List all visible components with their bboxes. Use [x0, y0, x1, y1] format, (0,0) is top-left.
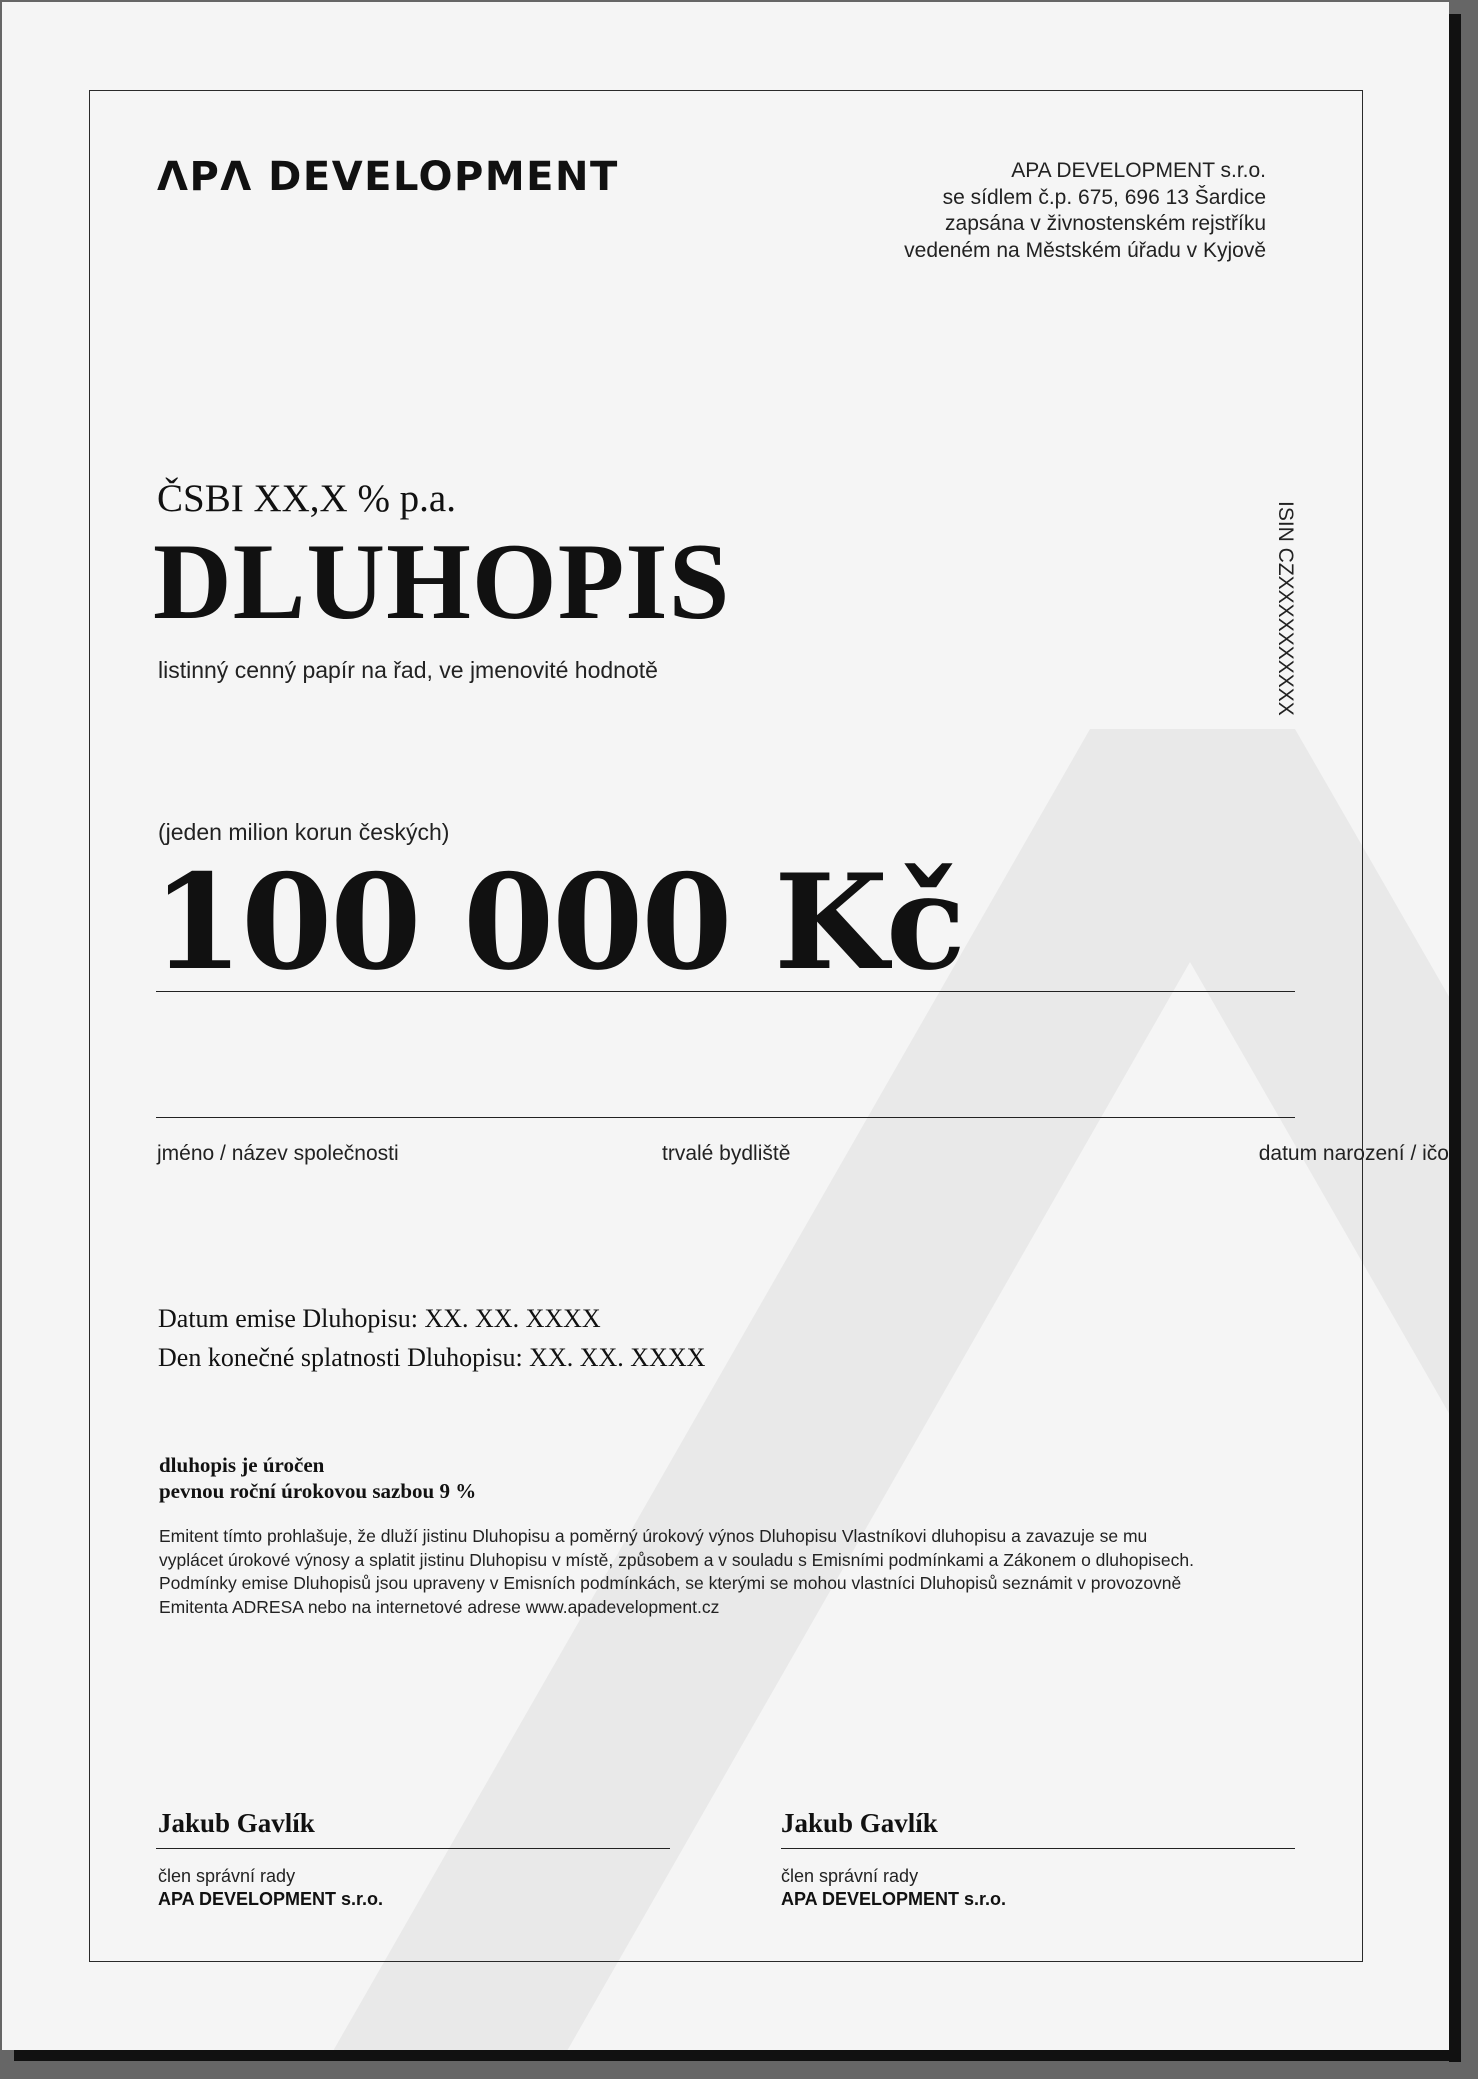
nominal-amount: 100 000 Kč — [152, 845, 964, 999]
page-shadow-right — [1449, 14, 1461, 2062]
company-logo — [157, 154, 619, 200]
signature-line-left[interactable] — [156, 1848, 670, 1849]
document-subtitle: listinný cenný papír na řad, ve jmenovité hodnotě — [158, 657, 658, 683]
certificate-border — [89, 90, 1363, 1962]
bond-dates — [158, 1299, 705, 1377]
declaration-line: Emitenta ADRESA nebo na internetové adrese www.apadevelopment.cz — [159, 1596, 720, 1617]
amount-in-words: (jeden milion korun českých) — [158, 819, 450, 845]
amount-underline — [156, 991, 1295, 992]
logo-text: DEVELOPMENT — [268, 154, 619, 200]
signatory-company-right: APA DEVELOPMENT s.r.o. — [781, 1889, 1007, 1909]
issue-date: Datum emise Dluhopisu: XX. XX. XXXX — [158, 1304, 601, 1333]
address-line: se sídlem č.p. 675, 696 13 Šardice — [942, 185, 1266, 209]
holder-address-label: trvalé bydliště — [662, 1142, 791, 1165]
signatory-name-right: Jakub Gavlík — [781, 1808, 938, 1838]
signatory-role-left: člen správní rady — [158, 1866, 296, 1886]
signatory-company-left: APA DEVELOPMENT s.r.o. — [158, 1889, 384, 1909]
address-line: zapsána v živnostenském rejstříku — [945, 212, 1266, 235]
logo-mark: ΛPΛ — [157, 154, 253, 200]
signature-line-right[interactable] — [781, 1848, 1295, 1849]
signatory-name-left: Jakub Gavlík — [158, 1808, 315, 1838]
declaration-line: Podmínky emise Dluhopisů jsou upraveny v Emisních podmínkách, se kterými se mohou vlastníci Dluhopisů seznámit v provozovně — [159, 1573, 1182, 1593]
issuer-address — [904, 158, 1266, 264]
page-shadow-bottom — [14, 2050, 1461, 2061]
holder-name-label: jméno / název společnosti — [157, 1142, 399, 1165]
maturity-date: Den konečné splatnosti Dluhopisu: XX. XX. XXXX — [158, 1343, 706, 1372]
isin-code: ISIN CZXXXXXXXXXX — [1274, 501, 1297, 716]
issuer-declaration — [159, 1525, 1194, 1619]
bond-series: ČSBI XX,X % p.a. — [157, 477, 456, 520]
interest-rate-note — [159, 1452, 476, 1504]
declaration-line: Emitent tímto prohlašuje, že dluží jistinu Dluhopisu a poměrný úrokový výnos Dluhopisu Vlastníkovi dluhopisu a zavazuje se mu — [159, 1526, 1148, 1546]
address-line: vedeném na Městském úřadu v Kyjově — [904, 238, 1266, 262]
holder-birthdate-label: datum narození / ičo — [1258, 1142, 1449, 1165]
declaration-line: vyplácet úrokové výnosy a splatit jistinu Dluhopisu v místě, způsobem a v souladu s Emisními podmínkami a Zákonem o dluhopisech. — [159, 1549, 1194, 1570]
address-line: APA DEVELOPMENT s.r.o. — [1011, 159, 1266, 182]
holder-signature-line[interactable] — [156, 1117, 1295, 1118]
interest-line: dluhopis je úročen — [159, 1453, 325, 1477]
interest-line: pevnou roční úrokovou sazbou 9 % — [159, 1479, 477, 1503]
document-title: DLUHOPIS — [153, 521, 731, 642]
signatory-role-right: člen správní rady — [781, 1866, 919, 1886]
bond-certificate-page — [2, 2, 1449, 2050]
